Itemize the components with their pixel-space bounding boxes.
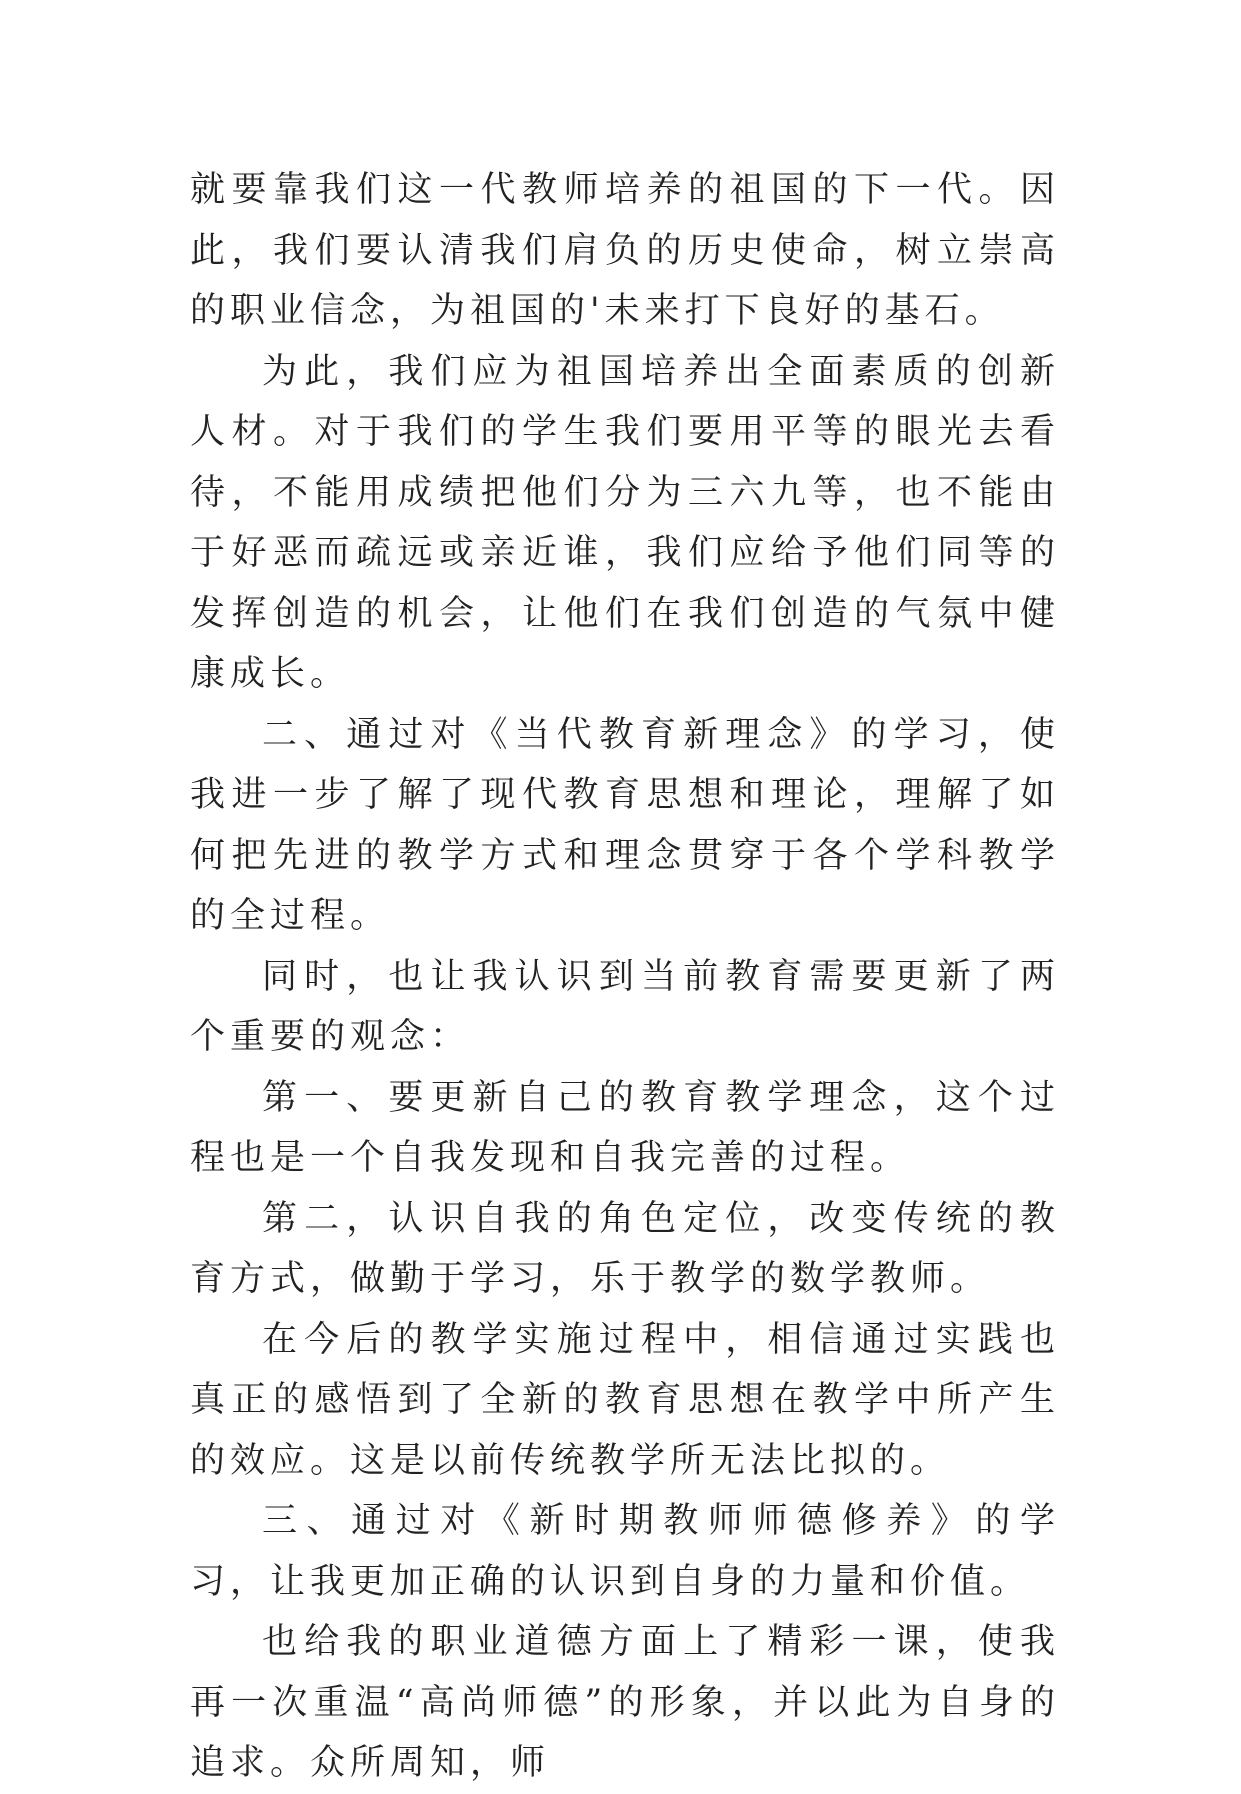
paragraph: 第二，认识自我的角色定位，改变传统的教育方式，做勤于学习，乐于教学的数学教师。 [190,1198,1060,1299]
paragraph: 第一、要更新自己的教育教学理念，这个过程也是一个自我发现和自我完善的过程。 [190,1077,1060,1178]
paragraph: 也给我的职业道德方面上了精彩一课，使我再一次重温“高尚师德”的形象，并以此为自身的追求。众所周知，师 [190,1622,1060,1783]
document-body [190,160,1060,1794]
paragraph: 在今后的教学实施过程中，相信通过实践也真正的感悟到了全新的教育思想在教学中所产生的效应。这是以前传统教学所无法比拟的。 [190,1319,1060,1481]
paragraph: 为此，我们应为祖国培养出全面素质的创新人材。对于我们的学生我们要用平等的眼光去看待，不能用成绩把他们分为三六九等，也不能由于好恶而疏远或亲近谁，我们应给予他们同等的发挥创造的机会，让他们在我们创造的气氛中健康成长。 [190,351,1060,694]
paragraph: 二、通过对《当代教育新理念》的学习，使我进一步了解了现代教育思想和理论，理解了如何把先进的教学方式和理念贯穿于各个学科教学的全过程。 [190,714,1060,936]
paragraph: 就要靠我们这一代教师培养的祖国的下一代。因此，我们要认清我们肩负的历史使命，树立崇高的职业信念，为祖国的'未来打下良好的基石。 [190,170,1060,331]
paragraph: 同时，也让我认识到当前教育需要更新了两个重要的观念： [190,956,1060,1057]
paragraph: 三、通过对《新时期教师师德修养》的学习，让我更加正确的认识到自身的力量和价值。 [190,1501,1060,1602]
